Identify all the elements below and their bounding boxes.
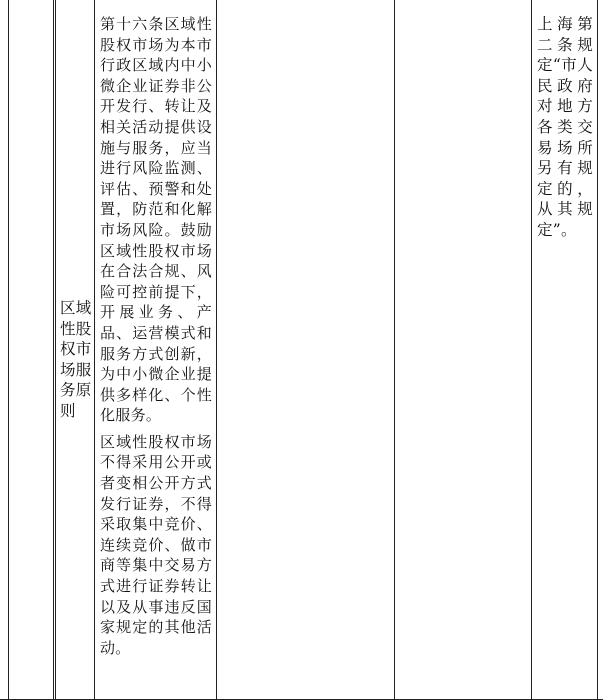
table-border-right: [597, 0, 598, 700]
law-paragraph: 区域性股权市场不得采用公开或者变相公开方式发行证券，不得采取集中竞价、连续竞价、做市商等集中交易方式进行证券转让以及从事违反国家规定的其他活动。: [100, 432, 212, 657]
column-divider: [531, 0, 532, 700]
table-border-left: [8, 0, 9, 700]
note-cell: 上海第二条规定“市人民政府对地方各类交易场所另有规定的，从其规定”。: [537, 15, 593, 239]
law-text-cell: [100, 14, 212, 664]
law-paragraph: 第十六条区域性股权市场为本市行政区域内中小微企业证券非公开发行、转让及相关活动提供设施与服务，应当进行风险监测、评估、预警和处置，防范和化解市场风险。鼓励区域性股权市场在合法合规、风险可控前提下，开展业务、产品、运营模式和服务方式创新，为中小微企业提供多样化、个性化服务。: [100, 15, 212, 425]
column-divider: [53, 0, 56, 700]
category-cell: 区域性股权市场服务原则: [60, 299, 92, 420]
empty-cell: [395, 0, 531, 700]
empty-cell: [217, 0, 394, 700]
column-divider: [94, 0, 95, 700]
